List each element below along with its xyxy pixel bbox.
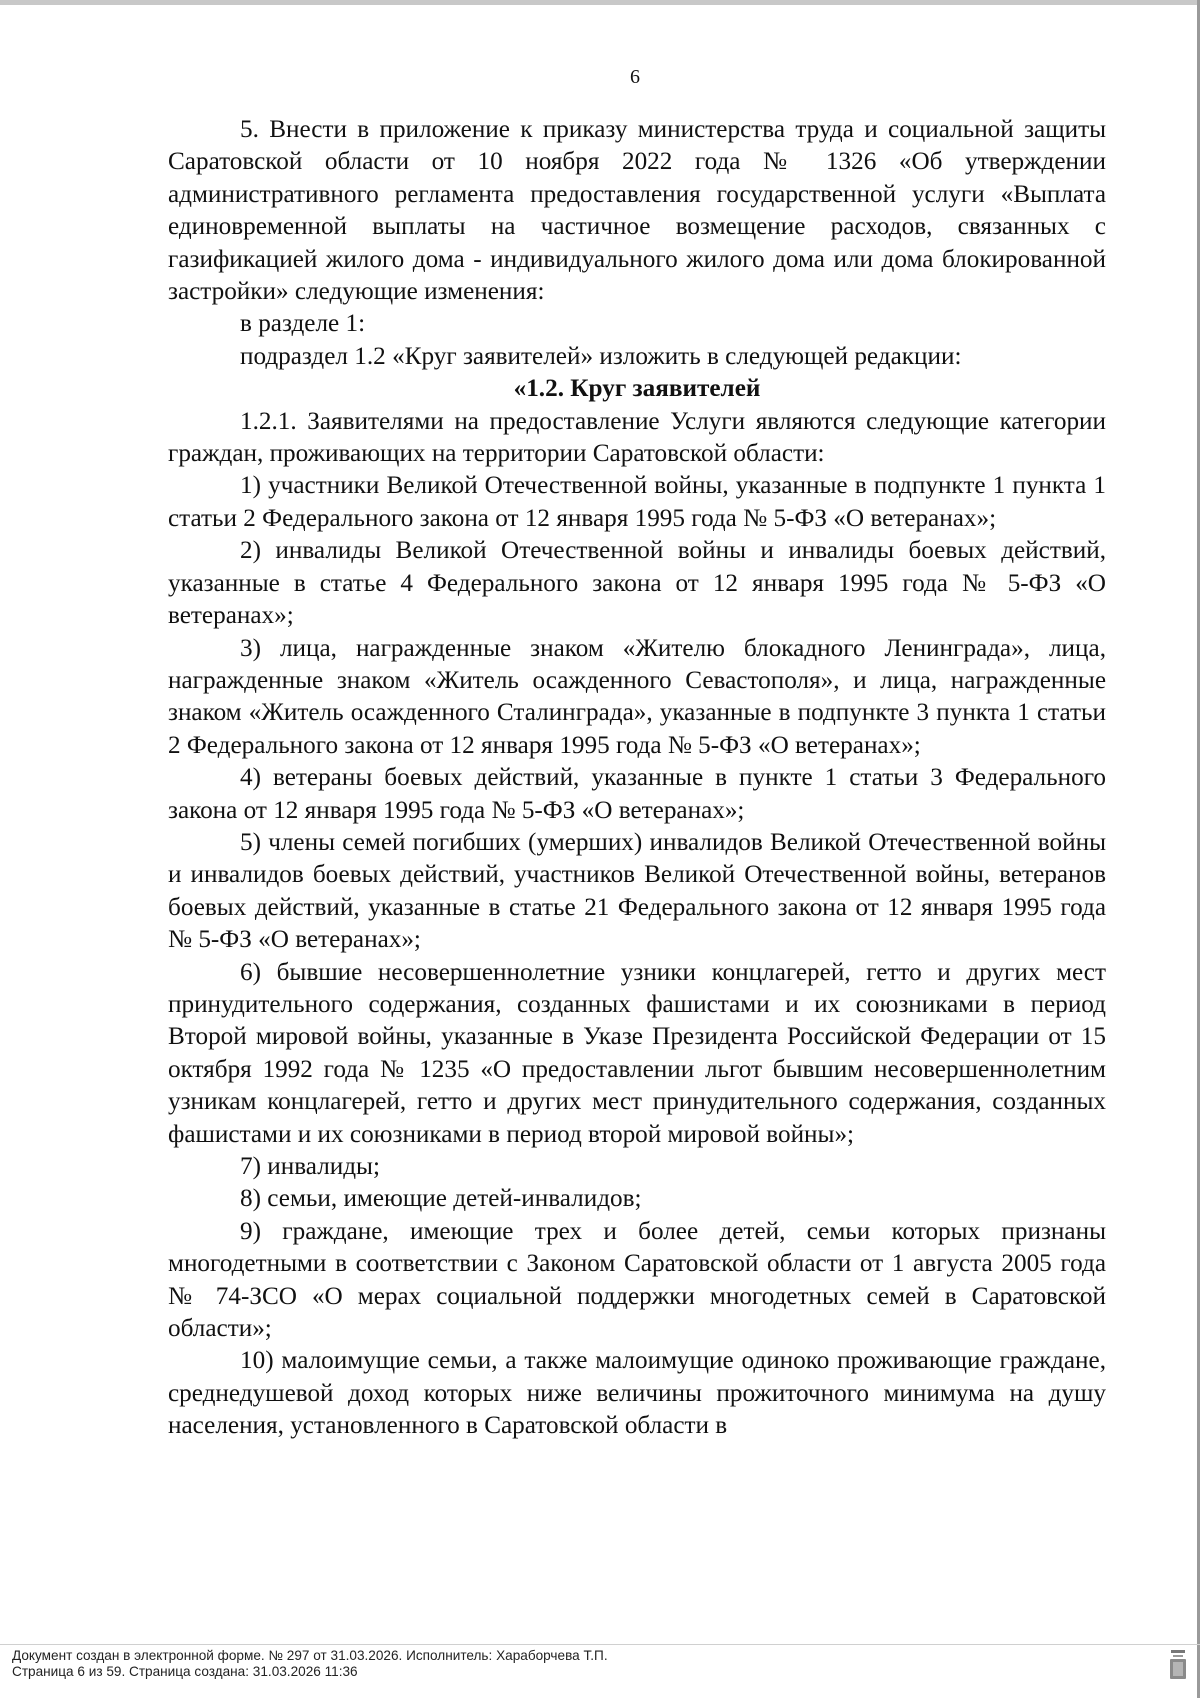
document-body — [168, 114, 1106, 1443]
page-number: 6 — [630, 66, 640, 88]
paragraph-5: 5. Внести в приложение к приказу министерства труда и социальной защиты Саратовской области от 10 ноября 2022 года № 1326 «Об утверждении административного регламента предоставления государственной услуги «Выплата единовременной выплаты на частичное возмещение расходов, связанных с газификацией жилого дома - индивидуального жилого дома или дома блокированной застройки» следующие изменения: — [168, 116, 1106, 306]
footer-line-2: Страница 6 из 59. Страница создана: 31.03.2026 11:36 — [12, 1664, 358, 1679]
list-item-6: 6) бывшие несовершеннолетние узники концлагерей, гетто и других мест принудительного содержания, созданных фашистами и их союзниками в период Второй мировой войны, указанные в Указе Президента Российской Федерации от 15 октября 1992 года № 1235 «О предоставлении льгот бывшим несовершеннолетним узникам концлагерей, гетто и других мест принудительного содержания, созданных фашистами и их союзниками в период второй мировой войны»; — [168, 958, 1106, 1148]
list-item-9: 9) граждане, имеющие трех и более детей, семьи которых признаны многодетными в соответствии с Законом Саратовской области от 1 августа 2005 года № 74-ЗСО «О мерах социальной поддержки многодетных семей в Саратовской области»; — [168, 1217, 1106, 1343]
list-item-10: 10) малоимущие семьи, а также малоимущие одиноко проживающие граждане, среднедушевой доход которых ниже величины прожиточного минимума на душу населения, установленного в Саратовской области в — [168, 1347, 1106, 1440]
paragraph-section-1: в разделе 1: — [240, 310, 366, 338]
top-border — [0, 0, 1200, 5]
list-item-2: 2) инвалиды Великой Отечественной войны и инвалиды боевых действий, указанные в статье 4 Федерального закона от 12 января 1995 года № 5-ФЗ «О ветеранах»; — [168, 537, 1106, 630]
footer-divider — [0, 1644, 1200, 1645]
paragraph-subsection: подраздел 1.2 «Круг заявителей» изложить в следующей редакции: — [240, 342, 962, 370]
list-item-1: 1) участники Великой Отечественной войны, указанные в подпункте 1 пункта 1 статьи 2 Федерального закона от 12 января 1995 года № 5-ФЗ «О ветеранах»; — [168, 472, 1106, 532]
list-item-4: 4) ветераны боевых действий, указанные в пункте 1 статьи 3 Федерального закона от 12 января 1995 года № 5-ФЗ «О ветеранах»; — [168, 764, 1106, 824]
footer — [12, 1648, 1112, 1680]
document-seal-icon — [1168, 1646, 1188, 1682]
list-item-3: 3) лица, награжденные знаком «Жителю блокадного Ленинграда», лица, награжденные знаком «Житель осажденного Севастополя», и лица, награжденные знаком «Житель осажденного Сталинграда», указанные в подпункте 3 пункта 1 статьи 2 Федерального закона от 12 января 1995 года № 5-ФЗ «О ветеранах»; — [168, 634, 1106, 759]
footer-line-1: Документ создан в электронной форме. № 297 от 31.03.2026. Исполнитель: Хараборчева Т.П. — [12, 1648, 608, 1663]
paragraph-1-2-1: 1.2.1. Заявителями на предоставление Услуги являются следующие категории граждан, проживающих на территории Саратовской области: — [168, 407, 1106, 468]
list-item-5: 5) члены семей погибших (умерших) инвалидов Великой Отечественной войны и инвалидов боевых действий, участников Великой Отечественной войны, ветеранов боевых действий, указанные в статье 21 Федерального закона от 12 января 1995 года № 5-ФЗ «О ветеранах»; — [168, 828, 1106, 954]
section-heading: «1.2. Круг заявителей — [513, 375, 761, 403]
list-item-7: 7) инвалиды; — [240, 1153, 380, 1180]
list-item-8: 8) семьи, имеющие детей-инвалидов; — [240, 1185, 642, 1213]
